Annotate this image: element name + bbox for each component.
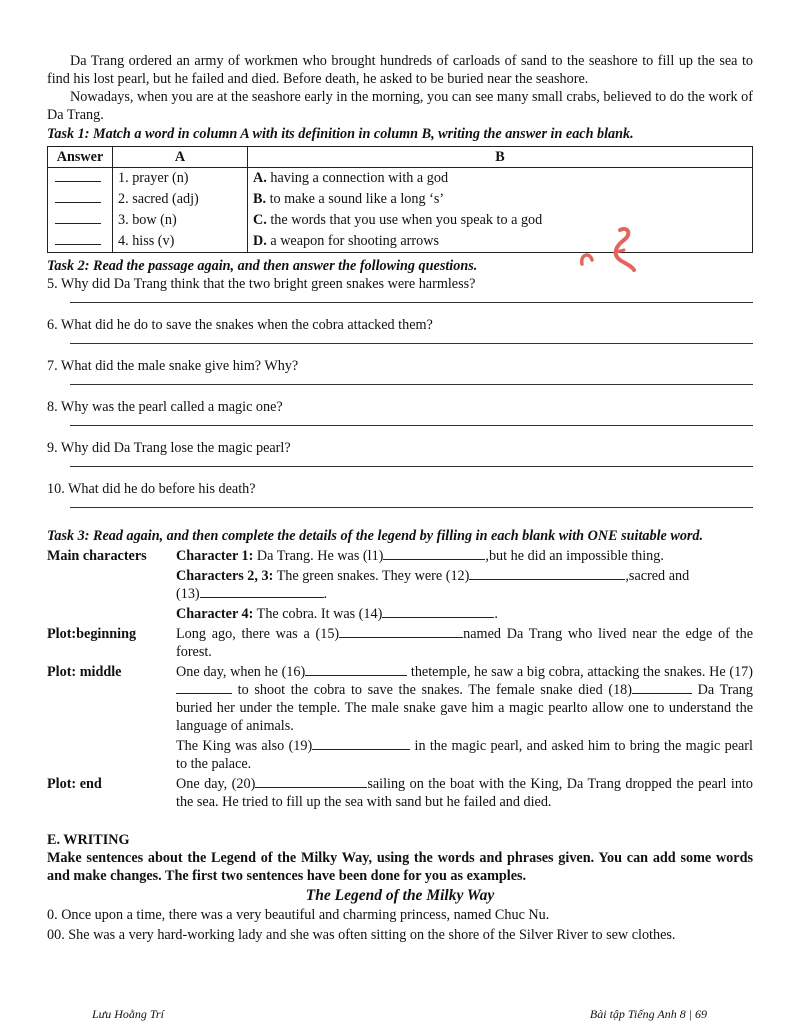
question-text: 8. Why was the pearl called a magic one? — [47, 399, 283, 415]
column-a-item: 4. hiss (v) — [118, 233, 175, 249]
header-a: A — [113, 147, 248, 168]
intro-paragraph-1: Da Trang ordered an army of workmen who brought hundreds of carloads of sand to the seashore to fill up the sea to find his lost pearl, but he failed and died. Before death, he asked to be buried near the seashore. — [47, 53, 753, 87]
question-item — [47, 480, 753, 521]
column-a-cells — [113, 168, 248, 253]
question-item — [47, 439, 753, 480]
answer-blank-2[interactable] — [55, 190, 101, 203]
task1-title: Task 1: Match a word in column A with its definition in column B, writing the answer in each blank. — [47, 126, 634, 142]
label-plot-end: Plot: end — [47, 776, 102, 792]
plot-end-row: One day, (20) sailing on the boat with the King, Da Trang dropped the pearl into the sea. He tried to fill up the sea with sand but he failed and died. — [176, 776, 753, 810]
writing-instruction: Make sentences about the Legend of the Milky Way, using the words and phrases given. You can add some words and make changes. The first two sentences have been done for you as examples. — [47, 850, 753, 884]
character-4-row: Character 4: The cobra. It was (14) . — [176, 606, 498, 622]
answer-line[interactable] — [70, 507, 753, 508]
task3-title: Task 3: Read again, and then complete the details of the legend by filling in each blank with ONE suitable word. — [47, 528, 704, 544]
plot-middle-row-2: The King was also (19) in the magic pearl, and asked him to bring the magic pearl to the palace. — [176, 738, 753, 772]
intro-paragraph-2: Nowadays, when you are at the seashore early in the morning, you can see many small crabs, believed to do the work of Da Trang. — [47, 89, 753, 123]
legend-details-table — [47, 547, 753, 813]
blank-12[interactable] — [469, 567, 625, 580]
column-b-item: A. having a connection with a god — [253, 170, 449, 186]
matching-table — [47, 146, 753, 253]
answer-line[interactable] — [70, 302, 753, 303]
answer-line[interactable] — [70, 343, 753, 344]
column-b-item: D. a weapon for shooting arrows — [253, 233, 439, 249]
blank-15[interactable] — [339, 625, 463, 638]
story-title: The Legend of the Milky Way — [305, 887, 495, 904]
question-text: 7. What did the male snake give him? Why? — [47, 358, 299, 374]
blank-13[interactable] — [200, 585, 324, 598]
task2-title: Task 2: Read the passage again, and then answer the following questions. — [47, 258, 478, 274]
footer-author: Lưu Hoằng Trí — [92, 1007, 164, 1021]
question-item — [47, 398, 753, 439]
blank-16[interactable] — [305, 663, 407, 676]
answer-line[interactable] — [70, 384, 753, 385]
red-mark-stamp — [576, 226, 638, 272]
worksheet-page — [47, 52, 753, 944]
label-main-characters: Main characters — [47, 548, 147, 564]
blank-11[interactable] — [383, 547, 485, 560]
question-item — [47, 316, 753, 357]
blank-19[interactable] — [312, 737, 410, 750]
answer-line[interactable] — [70, 425, 753, 426]
question-item — [47, 275, 753, 316]
column-b-item: B. to make a sound like a long ‘s’ — [253, 191, 445, 207]
answer-blank-4[interactable] — [55, 232, 101, 245]
plot-beginning-row: Long ago, there was a (15) named Da Trang who lived near the edge of the forest. — [176, 626, 753, 660]
column-b-item: C. the words that you use when you speak to a god — [253, 212, 543, 228]
writing-heading: E. WRITING — [47, 832, 130, 848]
label-plot-middle: Plot: middle — [47, 664, 122, 680]
example-sentence-0: 0. Once upon a time, there was a very beautiful and charming princess, named Chuc Nu. — [47, 907, 550, 923]
answer-blank-1[interactable] — [55, 169, 101, 182]
answer-line[interactable] — [70, 466, 753, 467]
question-text: 6. What did he do to save the snakes when the cobra attacked them? — [47, 317, 433, 333]
answer-blank-cells[interactable] — [48, 168, 113, 253]
blank-18[interactable] — [632, 681, 692, 694]
question-item — [47, 357, 753, 398]
blank-17[interactable] — [176, 681, 232, 694]
question-text: 9. Why did Da Trang lose the magic pearl? — [47, 440, 291, 456]
column-a-item: 2. sacred (adj) — [118, 191, 199, 207]
header-answer: Answer — [48, 147, 113, 168]
blank-20[interactable] — [255, 775, 367, 788]
question-list — [47, 275, 753, 521]
header-b: B — [248, 147, 753, 168]
character-2-3-row: Characters 2, 3: The green snakes. They were (12) ,sacred and (13) . — [176, 568, 690, 602]
character-1-row: Character 1: Da Trang. He was (l1) ,but he did an impossible thing. — [176, 548, 664, 564]
footer-book-page: Bài tập Tiếng Anh 8 | 69 — [589, 1007, 707, 1021]
example-sentence-00: 00. She was a very hard-working lady and she was often sitting on the shore of the Silver River to sew clothes. — [47, 927, 676, 943]
column-b-cells — [248, 168, 753, 253]
answer-blank-3[interactable] — [55, 211, 101, 224]
question-text: 5. Why did Da Trang think that the two bright green snakes were harmless? — [47, 276, 476, 292]
plot-middle-row: One day, when he (16) thetemple, he saw a big cobra, attacking the snakes. He (17) to shoot the cobra to save the snakes. The female snake died (18) Da Trang buried her under the temple. The male snake gave him a magic pearlto allow one to understand the language of animals. — [176, 664, 753, 734]
question-text: 10. What did he do before his death? — [47, 481, 256, 497]
column-a-item: 1. prayer (n) — [118, 170, 189, 186]
label-plot-beginning: Plot:beginning — [47, 626, 137, 642]
column-a-item: 3. bow (n) — [118, 212, 177, 228]
blank-14[interactable] — [382, 605, 494, 618]
